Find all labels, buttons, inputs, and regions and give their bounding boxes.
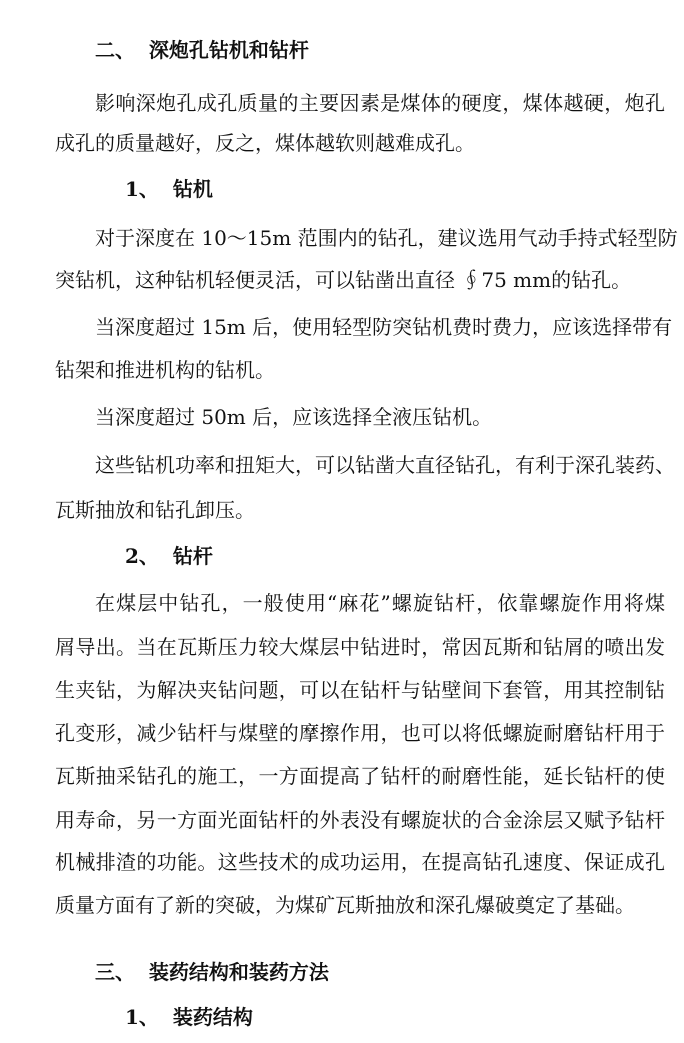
paragraph-line: 这些钻机功率和扭矩大，可以钻凿大直径钻孔，有利于深孔装药、	[95, 453, 675, 477]
paragraph-line: 孔变形，减少钻杆与煤壁的摩擦作用，也可以将低螺旋耐磨钻杆用于	[55, 721, 665, 745]
paragraph-line: 生夹钻，为解决夹钻问题，可以在钻杆与钻壁间下套管，用其控制钻	[55, 678, 665, 702]
paragraph-line: 当深度超过 15m 后，使用轻型防突钻机费时费力，应该选择带有	[95, 315, 673, 339]
paragraph-line: 屑导出。当在瓦斯压力较大煤层中钻进时，常因瓦斯和钻屑的喷出发	[55, 635, 665, 659]
paragraph-line: 钻架和推进机构的钻机。	[55, 358, 275, 382]
paragraph-line: 当深度超过 50m 后，应该选择全液压钻机。	[95, 405, 493, 429]
paragraph-line: 对于深度在 10～15m 范围内的钻孔，建议选用气动手持式轻型防	[95, 226, 678, 250]
subsection-heading: 1、 装药结构	[125, 1005, 253, 1029]
paragraph-line: 影响深炮孔成孔质量的主要因素是煤体的硬度，煤体越硬，炮孔	[95, 91, 665, 115]
paragraph-line: 在煤层中钻孔，一般使用“麻花”螺旋钻杆，依靠螺旋作用将煤	[95, 591, 665, 615]
paragraph-line: 机械排渣的功能。这些技术的成功运用，在提高钻孔速度、保证成孔	[55, 850, 665, 874]
paragraph-line: 成孔的质量越好，反之，煤体越软则越难成孔。	[55, 131, 475, 155]
paragraph-line: 用寿命，另一方面光面钻杆的外表没有螺旋状的合金涂层又赋予钻杆	[55, 808, 665, 832]
paragraph-line: 突钻机，这种钻机轻便灵活，可以钻凿出直径 ∮75 mm的钻孔。	[55, 268, 632, 292]
paragraph-line: 质量方面有了新的突破，为煤矿瓦斯抽放和深孔爆破奠定了基础。	[55, 893, 635, 917]
section-heading: 二、 深炮孔钻机和钻杆	[95, 38, 309, 62]
paragraph-line: 瓦斯抽放和钻孔卸压。	[55, 498, 255, 522]
subsection-heading: 2、 钻杆	[125, 544, 213, 568]
paragraph-line: 瓦斯抽采钻孔的施工，一方面提高了钻杆的耐磨性能，延长钻杆的使	[55, 764, 665, 788]
section-heading: 三、 装药结构和装药方法	[95, 960, 329, 984]
subsection-heading: 1、 钻机	[125, 177, 213, 201]
